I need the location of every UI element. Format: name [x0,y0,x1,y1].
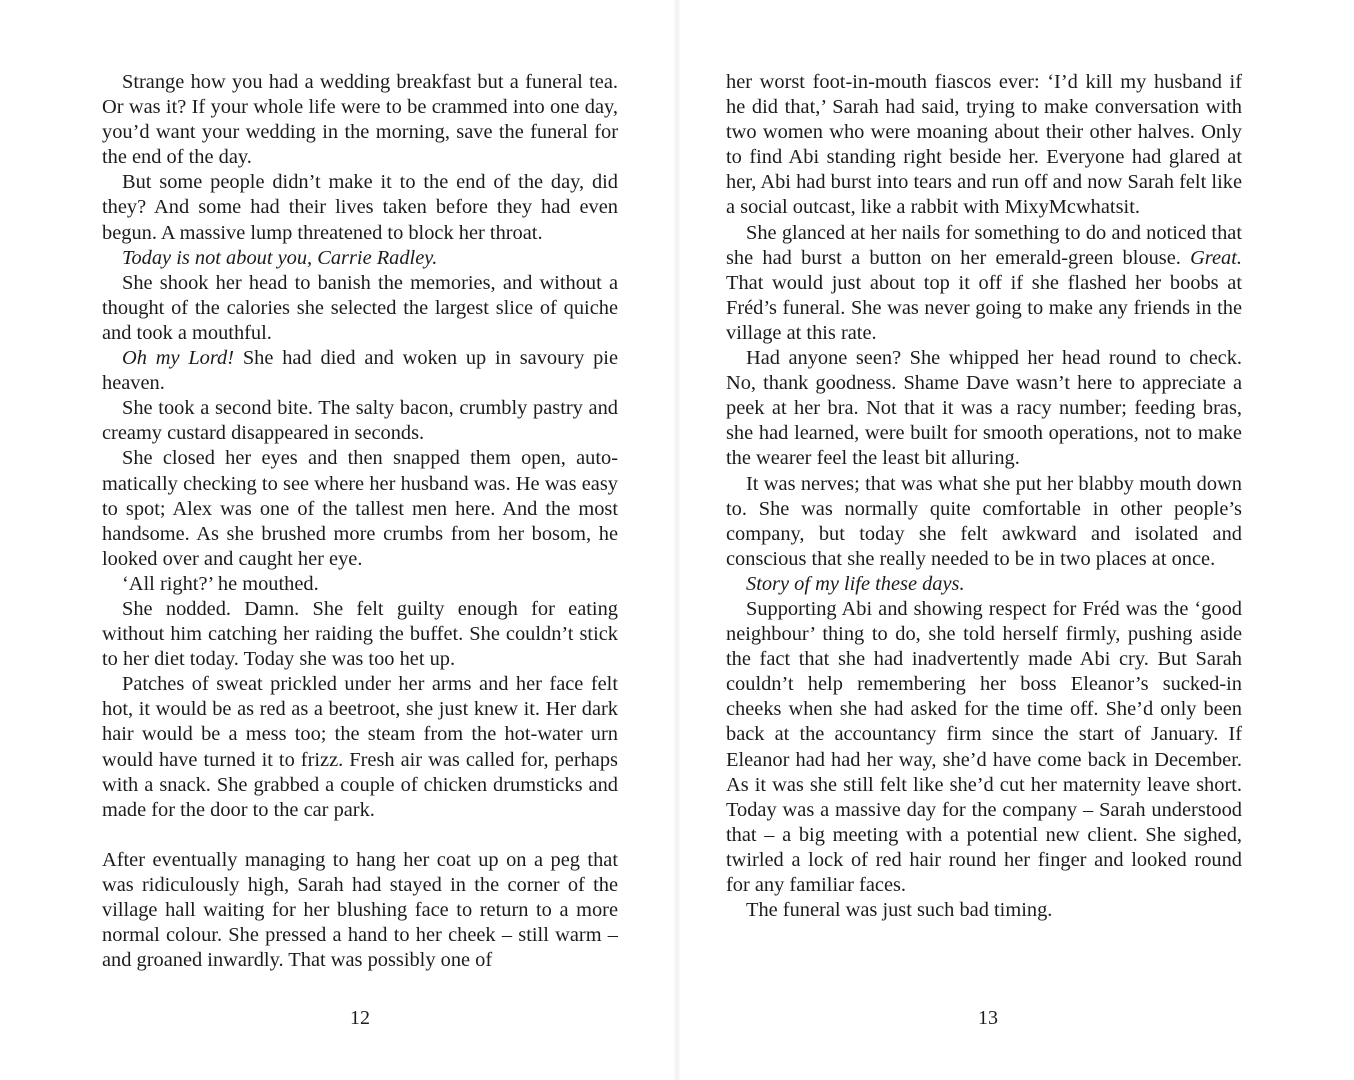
text-run: It was nerves; that was what she put her blabby mouth down to. She was normally quite comfortable in other people’s company, but today she felt awkward and isolated and conscious that she really needed to be in two places at once. [726,472,1242,570]
paragraph [102,672,618,823]
text-run: She had died and woken up in savoury pie heaven. [102,347,618,395]
text-run: She took a second bite. The salty bacon, crumbly pastry and creamy custard disappeared in seconds. [102,397,618,445]
paragraph [102,170,618,245]
text-run: Strange how you had a wedding breakfast but a funeral tea. Or was it? If your whole life were to be crammed into one day, you’d want your wedding in the morning, save the funeral for the end of the day. [102,71,618,169]
text-run: After eventually managing to hang her coat up on a peg that was ridiculously high, Sarah had stayed in the corner of the village hall waiting for her blushing face to return to a more normal colour. She pressed a hand to her cheek – still warm – and groaned inwardly. That was possibly one of [102,848,618,972]
paragraph [726,221,1242,346]
text-run: That would just about top it off if she flashed her boobs at Fréd’s funeral. She was never going to make any friends in the village at this rate. [726,271,1242,344]
page-number-left: 12 [350,1007,370,1029]
paragraph [102,396,618,446]
text-run: She shook her head to banish the memories, and without a thought of the calories she selected the largest slice of quiche and took a mouthful. [102,271,618,344]
italic-text: Story of my life these days. [746,572,965,595]
right-page-text [726,70,1242,990]
page-number-right: 13 [978,1007,998,1029]
paragraph [726,597,1242,898]
paragraph [726,472,1242,572]
text-run: her worst foot-in-mouth fiascos ever: ‘I’d kill my husband if he did that,’ Sarah had said, trying to make conversation with two women who were moaning about their other halves. Only to find Abi standing right beside her. Everyone had glared at her, Abi had burst into tears and run off and now Sarah felt like a social outcast, like a rabbit with MixyMcwhatsit. [726,71,1242,219]
paragraph [726,572,1242,597]
text-run: She nodded. Damn. She felt guilty enough for eating without him catching her raiding the buffet. She couldn’t stick to her diet today. Today she was too het up. [102,597,618,671]
text-run: Patches of sweat prickled under her arms and her face felt hot, it would be as red as a beetroot, she just knew it. Her dark hair would be a mess too; the steam from the hot-water urn would have turned it to frizz. Fresh air was called for, perhaps with a snack. She grabbed a couple of chicken drumsticks and made for the door to the car park. [102,673,618,821]
paragraph [102,848,618,973]
paragraph [726,346,1242,471]
text-run: Had anyone seen? She whipped her head round to check. No, thank goodness. Shame Dave wasn’t here to appreciate a peek at her bra. Not that it was a racy number; feeding bras, she had learned, were built for smooth operations, not to make the wearer feel the least bit alluring. [726,347,1242,470]
italic-text: Great. [1190,246,1242,269]
text-run: Supporting Abi and showing respect for Fréd was the ‘good neighbour’ thing to do, she told herself firmly, pushing aside the fact that she had inadvertently made Abi cry. But Sarah couldn’t help remembering her boss Eleanor’s sucked-in cheeks when she had asked for the time off. She’d only been back at the accountancy firm since the start of January. If Eleanor had had her way, she’d have come back in December. As it was she still felt like she’d cut her maternity leave short. Today was a massive day for the company – Sarah understood that – a big meeting with a potential new client. She sighed, twirled a lock of red hair round her finger and looked round for any familiar faces. [726,597,1242,896]
paragraph [102,597,618,672]
left-page-text [102,70,618,990]
paragraph [726,898,1242,923]
text-run: She closed her eyes and then snapped them open, automatically checking to see where her husband was. He was easy to spot; Alex was one of the tallest men here. And the most handsome. As she brushed more crumbs from her bosom, he looked over and caught her eye. [102,447,618,570]
paragraph [102,572,618,597]
paragraph [726,70,1242,221]
paragraph [102,346,618,396]
text-run: But some people didn’t make it to the end of the day, did they? And some had their lives taken before they had even begun. A massive lump threatened to block her throat. [102,171,618,244]
italic-text: Oh my Lord! [122,347,235,370]
paragraph [102,246,618,271]
text-run: ‘All right?’ he mouthed. [122,572,319,595]
paragraph [102,271,618,346]
italic-text: Today is not about you, Carrie Radley. [122,246,438,269]
paragraph [102,70,618,170]
text-run: The funeral was just such bad timing. [746,899,1053,922]
paragraph [102,446,618,571]
book-gutter [673,0,681,1080]
text-run: She glanced at her nails for something to do and noticed that she had burst a button on her emerald-green blouse. [726,221,1242,269]
